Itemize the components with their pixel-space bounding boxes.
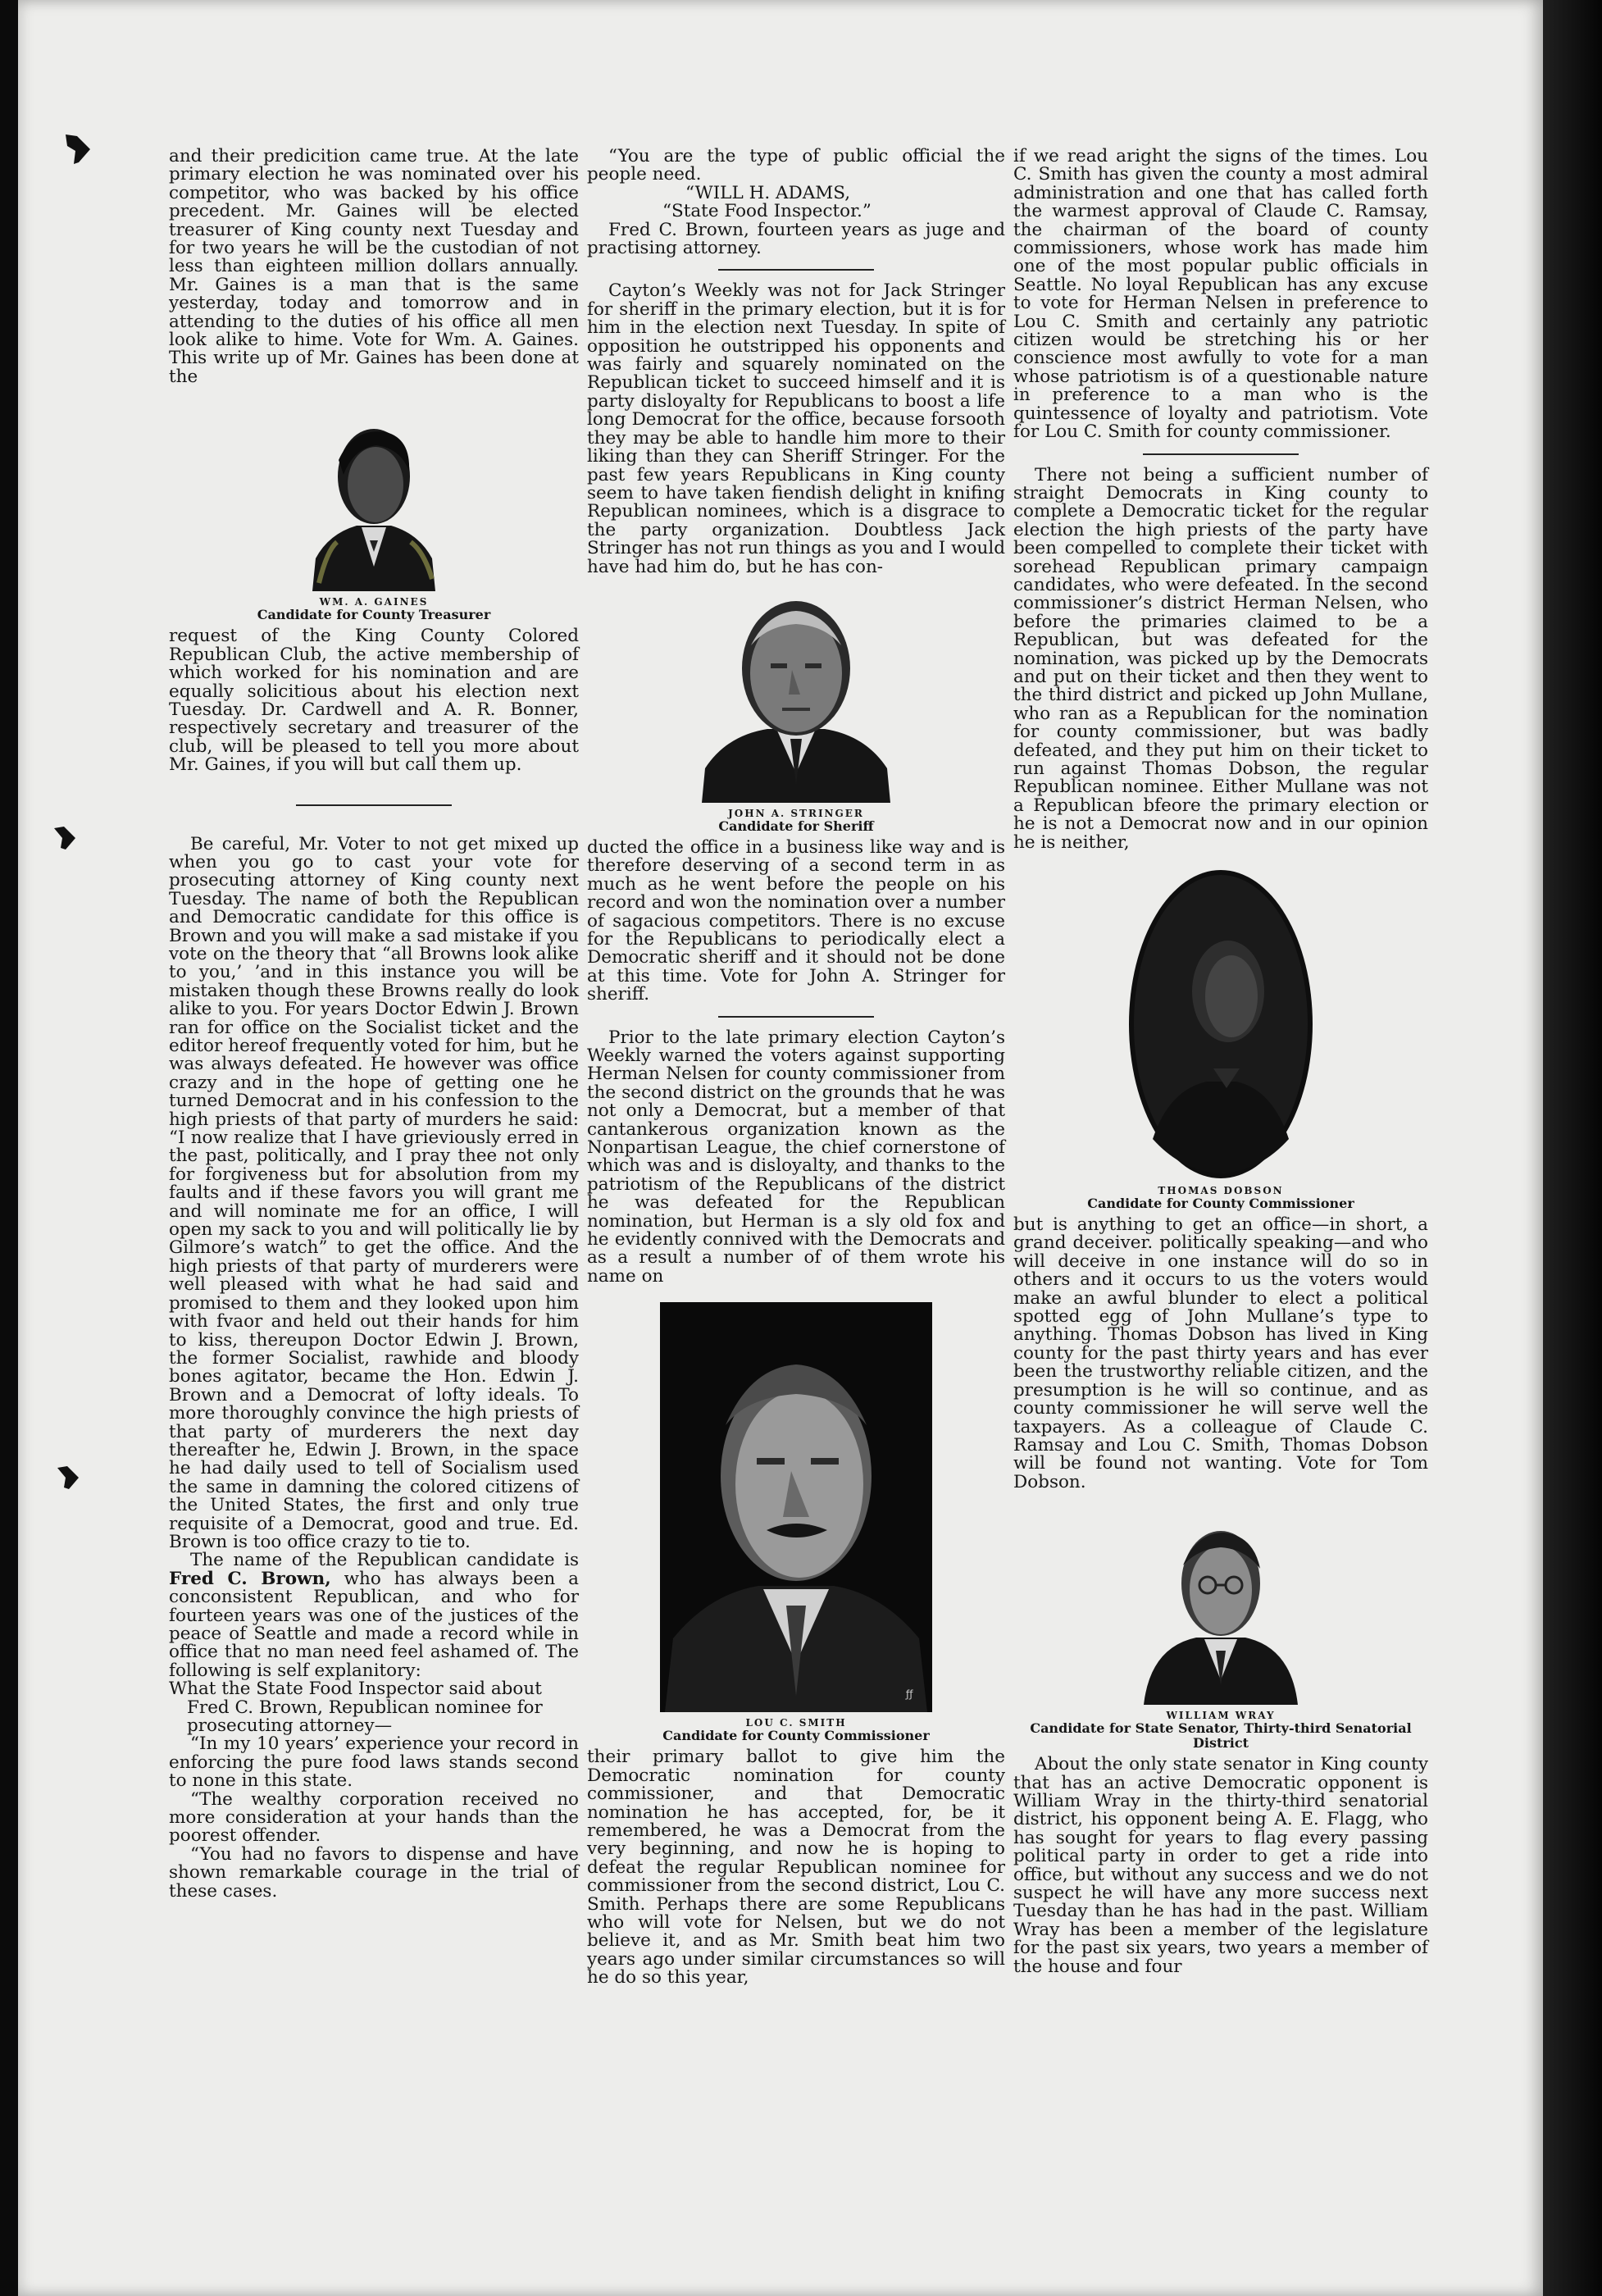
- brown-summary: Fred C. Brown, fourteen years as juge and practising attorney.: [587, 219, 1005, 259]
- bold-name: Fred C. Brown,: [169, 1568, 331, 1589]
- caption-name: JOHN A. STRINGER: [728, 807, 864, 819]
- nelsen-article-paragraph: Prior to the late primary election Cayton’s Weekly warned the voters against supporting Herman Nelsen for county commissioner from the second district on the grounds that he was not only a Democrat, but a member of that cantankerous organization known as the Nonpartisan League, the chief cornerstone of which was and is disloyalty, and thanks to the patriotism of the Republicans of the district he was defeated for the Republican nomination, but Herman is a sly old fox and he evidently connived with the Democrats and as a result a number of of them wrote his name on: [587, 1027, 1005, 1287]
- caption-name: WM. A. GAINES: [319, 596, 429, 608]
- section-rule: [718, 269, 874, 271]
- mullane-article-paragraph: There not being a sufficient number of straight Democrats in King county to complete a Democratic ticket for the regular election the high priests of the party have been compelled to complete their ticket with sorehead Republican primary campaign candidates, who were defeated. In the second commissioner’s district Herman Nelsen, who before the primaries claimed to be a Republican, but was defeated for the nomination, was picked up by the Democrats and put on their ticket and then they went to the third district and picked up John Mullane, who ran as a Republican for the nomination for county commissioner, but was badly defeated, and they put him on their ticket to run against Thomas Dobson, the regular Republican nominee. Either Mullane was not a Republican bfeore the primary election or he is not a Democrat now and in our opinion he is neither,: [1013, 464, 1428, 853]
- caption-title: Candidate for County Commissioner: [1087, 1196, 1354, 1212]
- binding-hole-mark: [51, 823, 79, 853]
- binding-hole-mark: [61, 131, 93, 166]
- caption-name: LOU C. SMITH: [745, 1717, 847, 1729]
- food-inspector-quote: “The wealthy corporation received no more consideration at your hands than the poorest offender.: [169, 1788, 579, 1847]
- column-2: [587, 148, 1005, 1988]
- newspaper-page: [18, 0, 1543, 2296]
- quote-signature: “WILL H. ADAMS,: [685, 182, 851, 203]
- column-1: [169, 148, 579, 1901]
- caption-title: Candidate for County Commissioner: [662, 1728, 930, 1744]
- caption-title: Candidate for Sheriff: [718, 818, 874, 834]
- gaines-article-paragraph: and their predicition came true. At the late primary election he was nominated over his competitor, who was backed by his office precedent. Mr. Gaines will be elected treasurer of King county next Tuesday and for two years he will be the custodian of not less than eighteen million dollars annually. Mr. Gaines is a man that is the same yesterday, today and tomorrow and in attending to the duties of his office all men look alike to hime. Vote for Wm. A. Gaines. This write up of Mr. Gaines has been done at the: [169, 146, 579, 387]
- section-rule: [296, 804, 452, 806]
- stringer-article-paragraph: ducted the office in a business like way and is therefore deserving of a second term in as much as he went before the people on his record and won the nomination over a number of sagacious competitors. There is no excuse for the Republicans to periodically elect a Democratic sheriff and it should not be done at this time. Vote for John A. Stringer for sheriff.: [587, 836, 1005, 1005]
- brown-article-paragraph: The name of the Republican candidate is Fred C. Brown, who has always been a conconsistent Republican, and who for fourteen years was one of the justices of the peace of Seattle and made a record while in office that no man need feel ashamed of. The following is self explanitory:: [169, 1550, 579, 1681]
- section-rule: [718, 1016, 874, 1018]
- wray-portrait: [1139, 1516, 1303, 1705]
- caption-name: THOMAS DOBSON: [1158, 1185, 1284, 1197]
- caption-title: Candidate for County Treasurer: [257, 607, 491, 623]
- food-inspector-quote: “In my 10 years’ experience your record in enforcing the pure food laws stands second to none in this state.: [169, 1733, 579, 1792]
- binding-hole-mark: [54, 1463, 82, 1492]
- svg-text:ƒƒ: ƒƒ: [906, 1688, 913, 1701]
- caption-name: WILLIAM WRAY: [1166, 1710, 1276, 1722]
- gaines-portrait: [304, 403, 444, 591]
- scan-edge: [1543, 0, 1602, 2296]
- brown-article-paragraph: Be careful, Mr. Voter to not get mixed up when you go to cast your vote for prosecuting attorney of King county next Tuesday. The name of both the Republican and Democratic candidate for this office is Brown and you will make a sad mistake if you vote on the theory that “all Browns look alike to you,’ ’and in this instance you will be mistaken though these Browns really do look alike to you. For years Doctor Edwin J. Brown ran for office on the Socialist ticket and the editor hereof frequently voted for him, but he was always defeated. He however was office crazy and in the hope of getting one he turned Democrat and in his confession to the high priests of that party of murders he said: “I now realize that I have grieviously erred in the past, politically, and I pray thee not only for forgiveness but for absolution from my faults and if these favors you will grant me and will nominate me for an office, I will open my sack to you and will politically lie by Gilmore’s watch” to get the office. And the high priests of that party of murderers were well pleased with what he had said and promised to them and they looked upon him with fvaor and held out their hands for him to kiss, thereupon Doctor Edwin J. Brown, the former Socialist, rawhide and bloody bones agitator, became the Hon. Edwin J. Brown and a Democrat of lofty ideals. To more thoroughly convince the high priests of that party of murderers the next day thereafter he, Edwin J. Brown, in the space he had daily used to tell of Socialism used the same in damning the colored citizens of the United States, the first and only true requisite of a Democrat, good and true. Ed. Brown is too office crazy to tie to.: [169, 833, 579, 1552]
- stringer-article-paragraph: Cayton’s Weekly was not for Jack Stringer for sheriff in the primary election, but it is for him in the election next Tuesday. In spite of opposition he outstripped his opponents and was fairly and squarely nominated on the Republican ticket to succeed himself and it is party disloyalty for Republicans to boost a life long Democrat for the office, because forsooth they may be able to handle him more to their liking than they can Sheriff Stringer. For the past few years Republicans in King county seem to have taken fiendish delight in knifing Republican nominees, which is a disgrace to the party organization. Doubtless Jack Stringer has not run things as you and I would have had him do, but he has con-: [587, 280, 1005, 577]
- food-inspector-quote: “You had no favors to dispense and have shown remarkable courage in the trial of these cases.: [169, 1843, 579, 1902]
- section-rule: [1143, 453, 1299, 455]
- food-inspector-quote: What the State Food Inspector said about Fred C. Brown, Republican nominee for prosecuting attorney—: [169, 1679, 543, 1737]
- smith-article-paragraph: if we read aright the signs of the times. Lou C. Smith has given the county a most admiral administration and one that has called forth the warmest approval of Claude C. Ramsay, the chairman of the board of county commissioners, whose work has made him one of the most popular public officials in Seattle. No loyal Republican has any excuse to vote for Herman Nelsen in preference to Lou C. Smith and certainly any patriotic citizen would be stretching his or her conscience most awfully to vote for a man whose patriotism is of a questionable nature in preference to a man who is the quintessence of loyalty and patriotism. Vote for Lou C. Smith for county commissioner.: [1013, 146, 1428, 443]
- gaines-article-paragraph: request of the King County Colored Republican Club, the active membership of which worked for his nomination and are equally solicitious about his election next Tuesday. Dr. Cardwell and A. R. Bonner, respectively secretary and treasurer of the club, will be pleased to tell you more about Mr. Gaines, if you will but call them up.: [169, 626, 579, 776]
- column-3: [1013, 148, 1428, 1976]
- dobson-portrait: [1128, 868, 1313, 1180]
- food-inspector-quote: “You are the type of public official the people need.: [587, 146, 1005, 185]
- stringer-portrait: [702, 588, 890, 803]
- caption-title: Candidate for State Senator, Thirty-third Senatorial District: [1030, 1720, 1412, 1752]
- quote-signature: “State Food Inspector.”: [662, 201, 872, 222]
- dobson-article-paragraph: but is anything to get an office—in short, a grand deceiver. politically speaking—and who will deceive in one instance will do so in others and it occurs to us the voters would make an awful blunder to elect a political spotted egg of John Mullane’s type to anything. Thomas Dobson has lived in King county for the past thirty years and has ever been the trustworthy reliable citizen, and the presumption is he will so continue, and as county commissioner he will serve well the taxpayers. As a colleague of Claude C. Ramsay and Lou C. Smith, Thomas Dobson will be found not wanting. Vote for Tom Dobson.: [1013, 1214, 1428, 1492]
- smith-portrait: [660, 1302, 932, 1712]
- wray-article-paragraph: About the only state senator in King county that has an active Democratic opponent is William Wray in the thirty-third senatorial district, his opponent being A. E. Flagg, who has sought for years to flag every passing political party in order to get a ride into office, but without any success and we do not suspect he will have any more success next Tuesday than he has had in the past. William Wray has been a member of the legislature for the past six years, two years a member of the house and four: [1013, 1754, 1428, 1977]
- nelsen-article-paragraph: their primary ballot to give him the Democratic nomination for county commissioner, and that Democratic nomination he has accepted, for, be it remembered, he was a Democrat from the very beginning, and now he is hoping to defeat the regular Republican nominee for commissioner from the second district, Lou C. Smith. Perhaps there are some Republicans who will vote for Nelsen, but we do not believe it, and as Mr. Smith beat him two years ago under similar circumstances so will he do so this year,: [587, 1747, 1005, 1988]
